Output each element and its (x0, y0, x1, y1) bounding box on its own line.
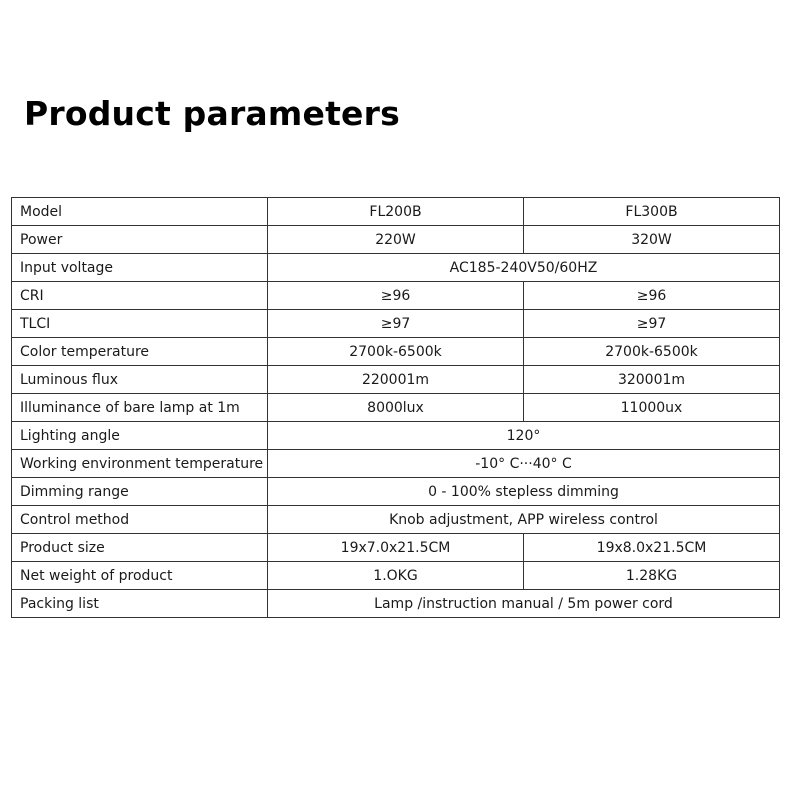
row-label: Input voltage (12, 254, 268, 282)
row-label: Control method (12, 506, 268, 534)
value-fl200b: ≥97 (268, 310, 524, 338)
value-shared: Lamp /instruction manual / 5m power cord (268, 590, 780, 618)
row-label: Packing list (12, 590, 268, 618)
table-row-working-temperature (12, 450, 780, 478)
value-fl200b: 19x7.0x21.5CM (268, 534, 524, 562)
value-fl300b: 1.28KG (524, 562, 780, 590)
value-shared: Knob adjustment, APP wireless control (268, 506, 780, 534)
table-row-illuminance (12, 394, 780, 422)
table-row-model (12, 198, 780, 226)
table-row-tlci (12, 310, 780, 338)
value-shared: 0 - 100% stepless dimming (268, 478, 780, 506)
product-parameters-table (11, 197, 780, 618)
value-fl300b: ≥96 (524, 282, 780, 310)
row-label: Dimming range (12, 478, 268, 506)
row-label: Working environment temperature (12, 450, 268, 478)
row-label: Lighting angle (12, 422, 268, 450)
value-shared: AC185-240V50/60HZ (268, 254, 780, 282)
table-row-product-size (12, 534, 780, 562)
table-row-net-weight (12, 562, 780, 590)
row-label: Model (12, 198, 268, 226)
value-fl200b: 220W (268, 226, 524, 254)
table-row-input-voltage (12, 254, 780, 282)
value-fl300b: 11000ux (524, 394, 780, 422)
row-label: Product size (12, 534, 268, 562)
value-shared: 120° (268, 422, 780, 450)
table-row-packing-list (12, 590, 780, 618)
row-label: CRI (12, 282, 268, 310)
table-row-lighting-angle (12, 422, 780, 450)
value-fl200b: 220001m (268, 366, 524, 394)
row-label: Color temperature (12, 338, 268, 366)
value-fl200b: ≥96 (268, 282, 524, 310)
value-fl300b: FL300B (524, 198, 780, 226)
table-row-power (12, 226, 780, 254)
row-label: Power (12, 226, 268, 254)
value-fl300b: 19x8.0x21.5CM (524, 534, 780, 562)
row-label: TLCI (12, 310, 268, 338)
table-row-dimming-range (12, 478, 780, 506)
value-fl300b: 320001m (524, 366, 780, 394)
value-shared: -10° C···40° C (268, 450, 780, 478)
value-fl300b: ≥97 (524, 310, 780, 338)
row-label: Luminous flux (12, 366, 268, 394)
value-fl300b: 320W (524, 226, 780, 254)
table-row-color-temperature (12, 338, 780, 366)
value-fl200b: 2700k-6500k (268, 338, 524, 366)
row-label: Illuminance of bare lamp at 1m (12, 394, 268, 422)
table-row-luminous-flux (12, 366, 780, 394)
value-fl200b: 8000lux (268, 394, 524, 422)
value-fl200b: FL200B (268, 198, 524, 226)
table-row-control-method (12, 506, 780, 534)
table-row-cri (12, 282, 780, 310)
row-label: Net weight of product (12, 562, 268, 590)
value-fl200b: 1.OKG (268, 562, 524, 590)
page-title: Product parameters (24, 94, 400, 133)
value-fl300b: 2700k-6500k (524, 338, 780, 366)
